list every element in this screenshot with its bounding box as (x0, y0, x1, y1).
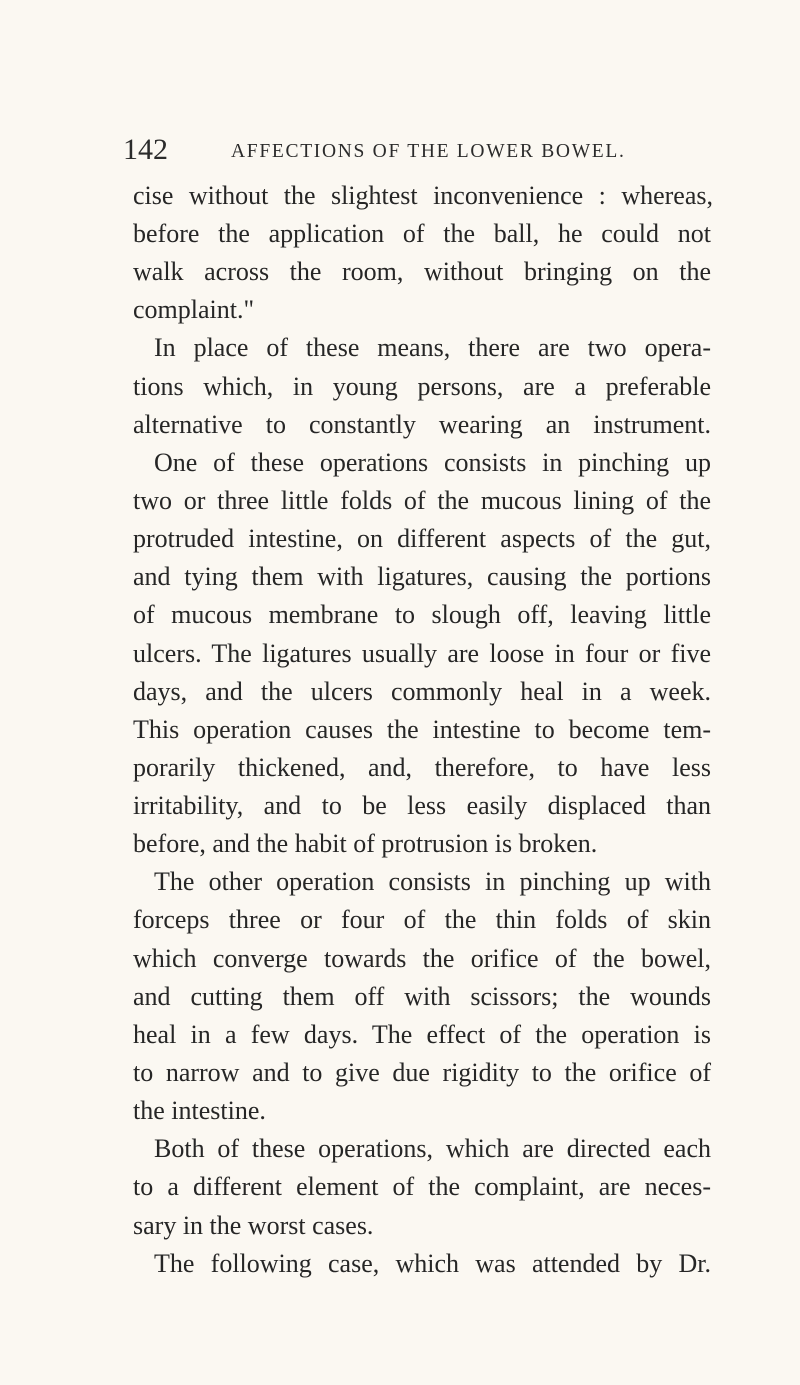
text-line: The following case, which was attended by Dr. (154, 1249, 711, 1278)
text-line: two or three little folds of the mucous lining of the (133, 486, 711, 515)
text-line: heal in a few days. The effect of the operation is (133, 1020, 711, 1049)
page-number: 142 (123, 133, 168, 166)
text-line: Both of these operations, which are directed each (154, 1134, 711, 1163)
running-title: AFFECTIONS OF THE LOWER BOWEL. (231, 141, 626, 162)
text-line: which converge towards the orifice of the bowel, (133, 944, 711, 973)
text-line: The other operation consists in pinching up with (154, 867, 711, 896)
text-line: to narrow and to give due rigidity to the orifice of (133, 1058, 711, 1087)
text-line: to a different element of the complaint, are neces- (133, 1172, 711, 1201)
text-line: walk across the room, without bringing on the (133, 257, 711, 286)
text-line: In place of these means, there are two opera- (154, 333, 711, 362)
text-line: days, and the ulcers commonly heal in a week. (133, 677, 711, 706)
text-line: porarily thickened, and, therefore, to have less (133, 753, 711, 782)
text-line: irritability, and to be less easily displaced than (133, 791, 711, 820)
page-header (123, 133, 723, 173)
text-line: of mucous membrane to slough off, leaving little (133, 600, 711, 629)
text-line: before the application of the ball, he could not (133, 219, 711, 248)
text-line: complaint." (133, 295, 255, 324)
text-line: sary in the worst cases. (133, 1211, 374, 1240)
text-line: This operation causes the intestine to become tem- (133, 715, 711, 744)
text-line: protruded intestine, on different aspects of the gut, (133, 524, 711, 553)
text-line: the intestine. (133, 1096, 266, 1125)
text-line: ulcers. The ligatures usually are loose in four or five (133, 639, 711, 668)
text-line: cise without the slightest inconvenience : whereas, (133, 181, 713, 210)
text-line: and cutting them off with scissors; the wounds (133, 982, 711, 1011)
text-line: alternative to constantly wearing an instrument. (133, 410, 711, 439)
text-line: One of these operations consists in pinching up (154, 448, 711, 477)
text-line: before, and the habit of protrusion is broken. (133, 829, 598, 858)
text-line: and tying them with ligatures, causing the portions (133, 562, 711, 591)
text-line: forceps three or four of the thin folds of skin (133, 905, 711, 934)
text-line: tions which, in young persons, are a preferable (133, 372, 711, 401)
